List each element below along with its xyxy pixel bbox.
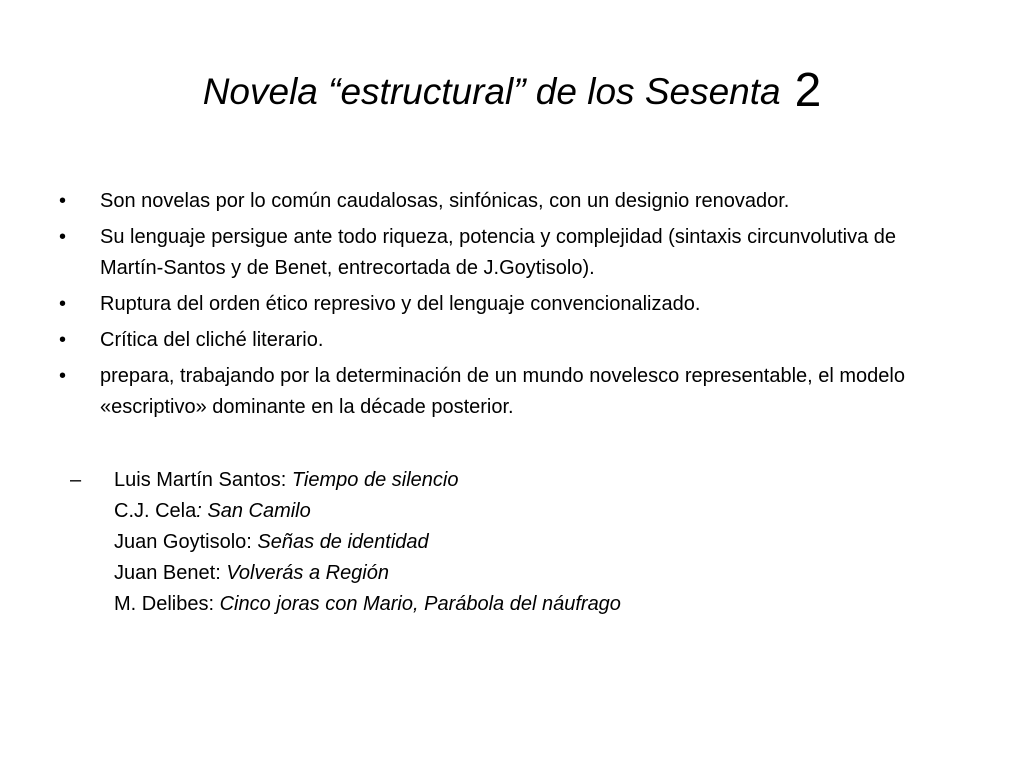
work-title: Cinco joras con Mario, Parábola del náufrago xyxy=(219,593,621,615)
bullet-dot-icon: • xyxy=(59,190,67,212)
work-lines xyxy=(114,465,950,620)
slide-number: 2 xyxy=(794,64,822,117)
work-author: C.J. Cela xyxy=(114,500,197,522)
bullet-text: Ruptura del orden ético represivo y del lenguaje convencionalizado. xyxy=(100,293,701,315)
work-author: Juan Goytisolo: xyxy=(114,531,258,553)
bullet-dot-icon: • xyxy=(59,226,67,248)
work-entry xyxy=(114,589,950,620)
slide-title-text: Novela “estructural” de los Sesenta xyxy=(202,71,781,112)
work-entry xyxy=(114,527,950,558)
bullet-item xyxy=(58,361,958,423)
bullet-item xyxy=(58,222,958,284)
bullet-text: prepara, trabajando por la determinación de un mundo novelesco representable, el modelo «escriptivo» dominante en la décade posterior. xyxy=(100,365,905,418)
bullet-item xyxy=(58,289,958,320)
work-title: Tiempo de silencio xyxy=(291,469,459,491)
work-entry xyxy=(114,465,950,496)
bullet-dot-icon: • xyxy=(59,329,67,351)
work-title: Volverás a Región xyxy=(226,562,389,584)
bullet-dot-icon: • xyxy=(59,293,67,315)
dash-bullet-icon: – xyxy=(70,469,82,491)
bullet-list xyxy=(58,186,958,428)
work-title: Señas de identidad xyxy=(257,531,429,553)
work-title: : San Camilo xyxy=(196,500,311,522)
work-entry xyxy=(114,558,950,589)
bullet-item xyxy=(58,325,958,356)
bullet-text: Son novelas por lo común caudalosas, sinfónicas, con un designio renovador. xyxy=(100,190,790,212)
work-author: M. Delibes: xyxy=(114,593,220,615)
work-entry xyxy=(114,496,950,527)
bullet-text: Crítica del cliché literario. xyxy=(100,329,324,351)
bullet-dot-icon: • xyxy=(59,365,67,387)
work-author: Luis Martín Santos: xyxy=(114,469,292,491)
bullet-item xyxy=(58,186,958,217)
bullet-text: Su lenguaje persigue ante todo riqueza, potencia y complejidad (sintaxis circunvolutiva de Martín-Santos y de Benet, entrecortada de J.Goytisolo). xyxy=(100,226,897,279)
slide-title xyxy=(0,62,1024,120)
works-list xyxy=(70,465,950,620)
work-author: Juan Benet: xyxy=(114,562,227,584)
